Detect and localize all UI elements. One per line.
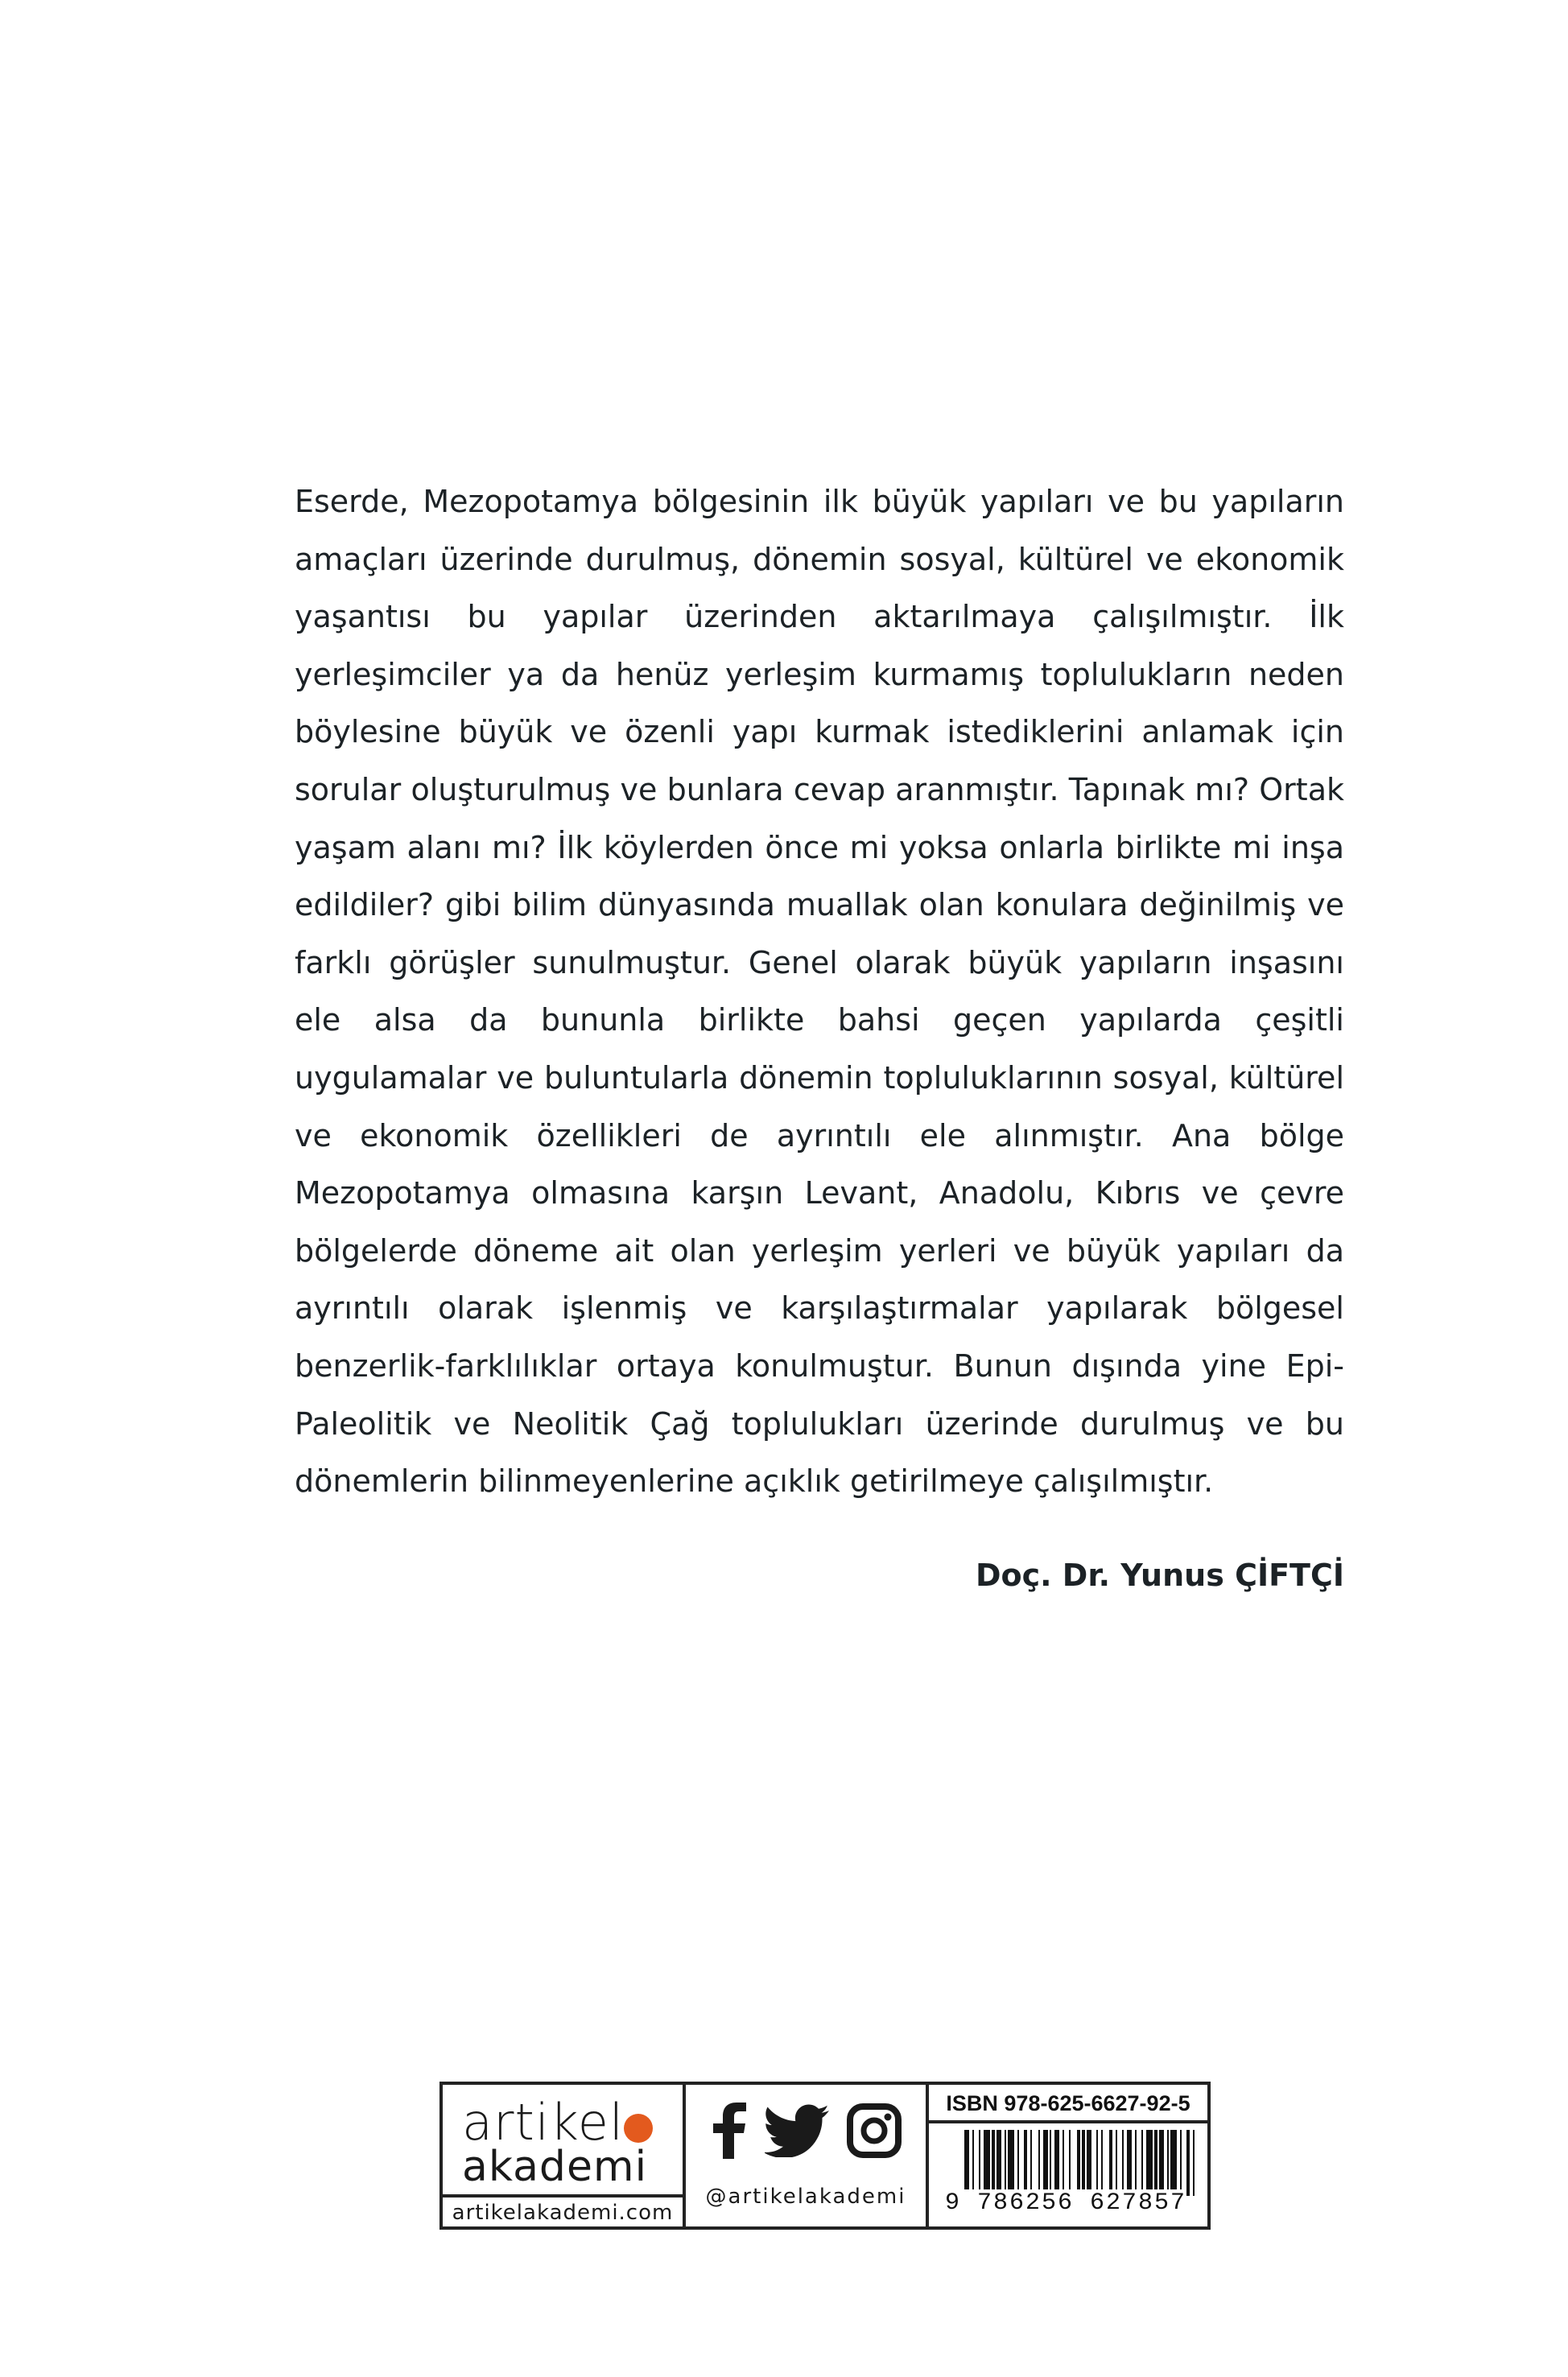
barcode-bar [1167, 2130, 1169, 2196]
isbn-label: ISBN 978-625-6627-92-5 [946, 2091, 1190, 2115]
barcode-bar [1030, 2130, 1032, 2196]
instagram-icon[interactable] [847, 2103, 902, 2158]
barcode-bar [1101, 2130, 1103, 2196]
barcode-bar [1069, 2130, 1071, 2196]
barcode-bar [964, 2130, 969, 2196]
barcode-bar [1087, 2130, 1091, 2196]
barcode-bar [1186, 2130, 1190, 2196]
publisher-info-box [439, 2082, 1211, 2230]
barcode-bar [1159, 2130, 1164, 2196]
barcode-number: 9 786256 627857 [945, 2189, 1187, 2217]
logo-dot-icon [624, 2114, 653, 2143]
barcode-bar [997, 2130, 1001, 2196]
author-name: Doç. Dr. Yunus ÇİFTÇİ [975, 1558, 1344, 1593]
barcode-bar [992, 2130, 995, 2196]
barcode-bar [1038, 2130, 1040, 2196]
barcode-bar [1005, 2130, 1006, 2196]
social-cell [686, 2085, 929, 2226]
barcode-bar [1008, 2130, 1014, 2196]
facebook-icon[interactable] [710, 2103, 747, 2159]
social-handle[interactable]: @artikelakademi [705, 2185, 906, 2209]
barcode-bar [1193, 2130, 1195, 2196]
barcode-graphic [961, 2130, 1203, 2196]
publisher-logo-cell [443, 2085, 686, 2226]
barcode-bar [984, 2130, 990, 2196]
barcode-bar [1109, 2130, 1112, 2196]
logo-divider [443, 2194, 683, 2197]
publisher-website[interactable]: artikelakademi.com [452, 2201, 674, 2225]
barcode-bar [1180, 2130, 1182, 2196]
publisher-logo-line2: akademi [462, 2143, 648, 2191]
barcode-bar [1024, 2130, 1027, 2196]
barcode-bar [1146, 2130, 1153, 2196]
barcode-bar [1043, 2130, 1048, 2196]
barcode-bar [1122, 2130, 1124, 2196]
barcode-bar [1141, 2130, 1143, 2196]
barcode-bar [1135, 2130, 1137, 2196]
barcode-bar [1096, 2130, 1098, 2196]
barcode-digits [945, 2189, 1219, 2217]
barcode-bar [972, 2130, 974, 2196]
barcode-bar [1017, 2130, 1019, 2196]
twitter-icon[interactable] [765, 2104, 829, 2157]
barcode-bar [979, 2130, 980, 2196]
barcode-bar [1170, 2130, 1177, 2196]
barcode-bar [1082, 2130, 1085, 2196]
barcode-bar [1050, 2130, 1051, 2196]
back-cover-blurb: Eserde, Mezopotamya bölgesinin ilk büyük yapıları ve bu yapıların amaçları üzerinde durulmuş, dönemin sosyal, kültürel ve ekonomik yaşantısı bu yapılar üzerinden aktarılmaya çalışılmıştır. İlk yerleşimciler ya da henüz yerleşim kurmamış toplulukların neden böylesine büyük ve özenli yapı kurmak istediklerini anlamak için sorular oluşturulmuş ve bunlara cevap aranmıştır. Tapınak mı? Ortak yaşam alanı mı? İlk köylerden önce mi yoksa onlarla birlikte mi inşa edildiler? gibi bilim dünyasında muallak olan konulara değinilmiş ve farklı görüşler sunulmuştur. Genel olarak büyük yapıların inşasını ele alsa da bununla birlikte bahsi geçen yapılarda çeşitli uygulamalar ve buluntularla dönemin topluluklarının sosyal, kültürel ve ekonomik özellikleri de ayrıntılı ele alınmıştır. Ana bölge Mezopotamya olmasına karşın Levant, Anadolu, Kıbrıs ve çevre bölgelerde döneme ait olan yerleşim yerleri ve büyük yapıları da ayrıntılı olarak işlenmiş ve karşılaştırmalar yapılarak bölgesel benzerlik-farklılıklar ortaya konulmuştur. Bunun dışında yine Epi-Paleolitik ve Neolitik Çağ toplulukları üzerinde durulmuş ve bu dönemlerin bilinmeyenlerine açıklık getirilmeye çalışılmıştır. [295, 484, 1344, 1500]
barcode-bar [1063, 2130, 1064, 2196]
barcode-bar [1077, 2130, 1080, 2196]
barcode-bar [1054, 2130, 1059, 2196]
barcode-bar [1116, 2130, 1117, 2196]
barcode-bar [1127, 2130, 1132, 2196]
isbn-cell [929, 2085, 1207, 2226]
barcode-bar [1154, 2130, 1157, 2196]
isbn-divider [929, 2120, 1207, 2123]
publisher-logo-line1: artikel [462, 2093, 625, 2152]
